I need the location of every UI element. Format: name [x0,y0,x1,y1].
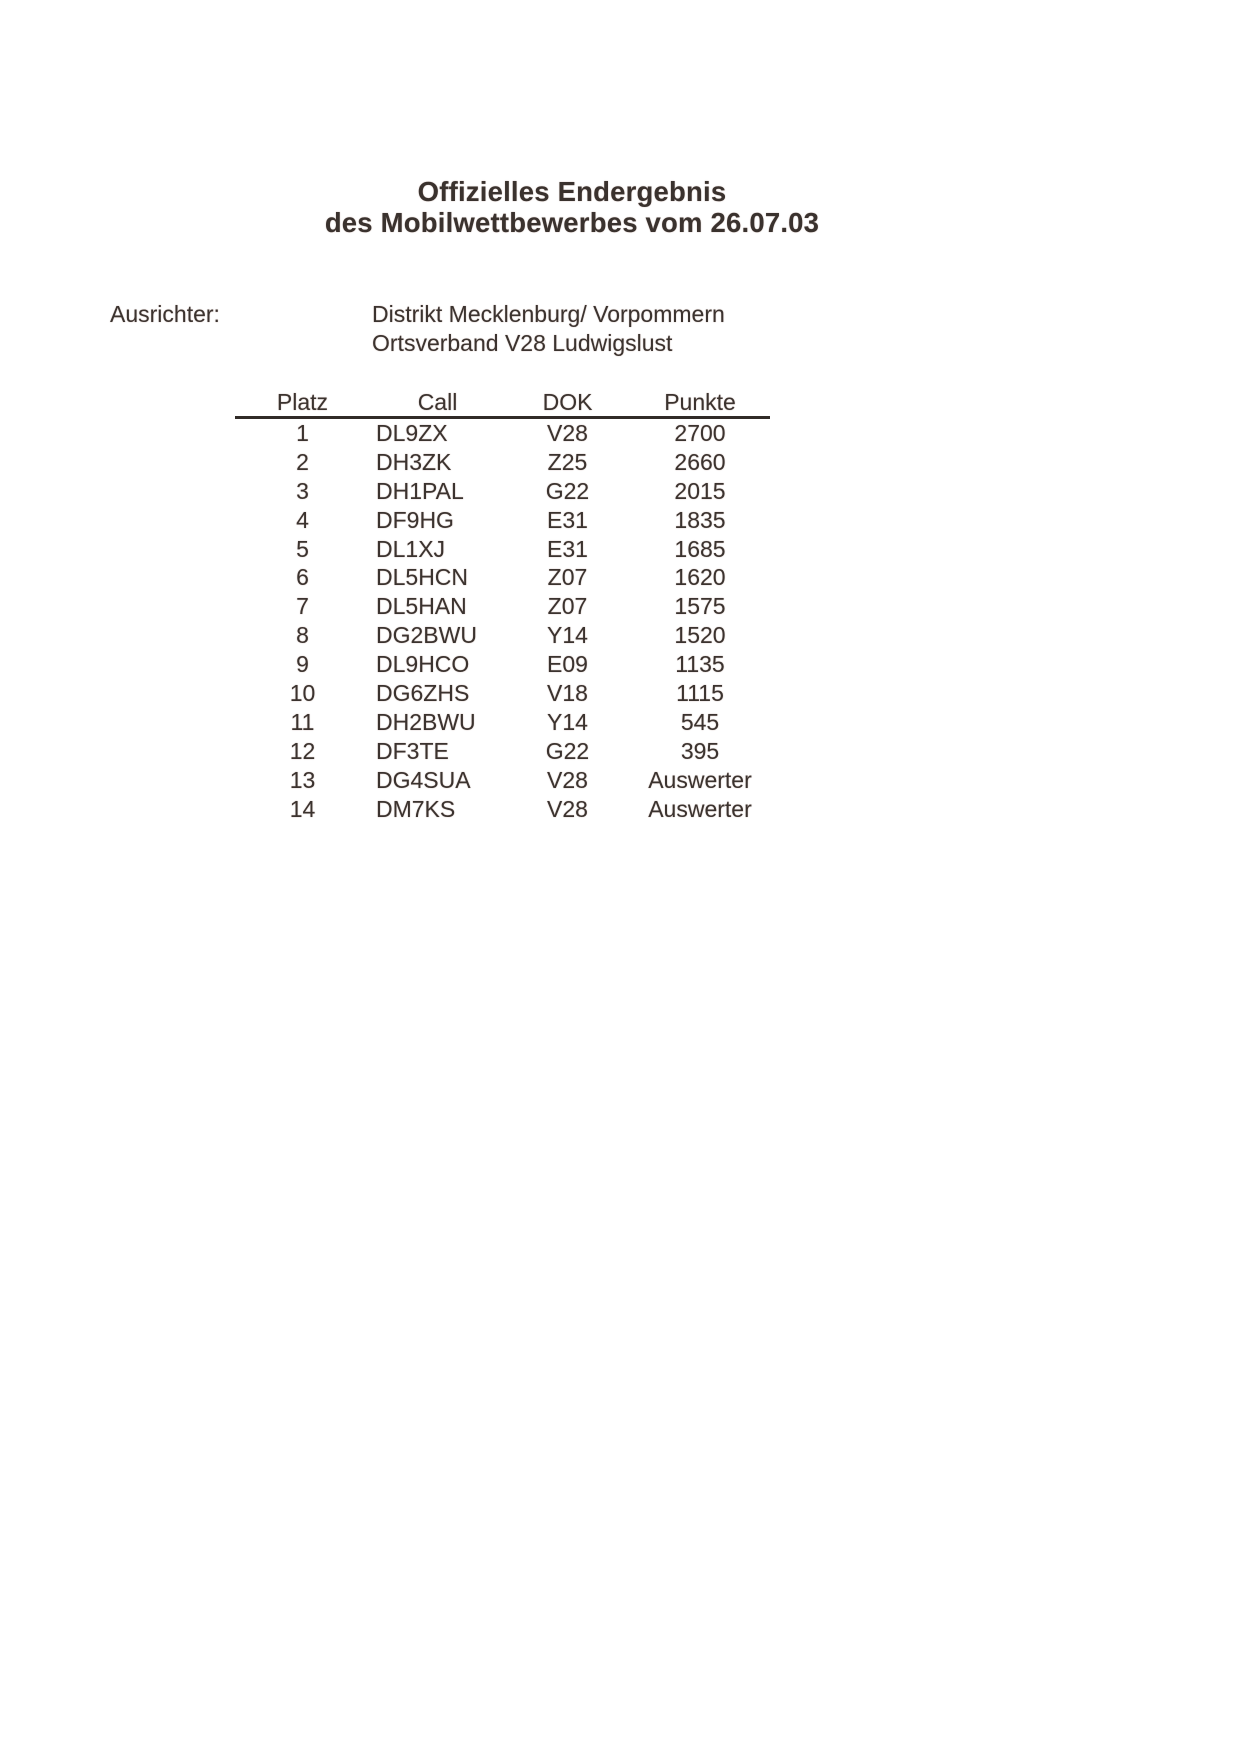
results-table [235,389,770,823]
table-row [235,477,770,506]
cell-dok: V28 [547,795,588,822]
table-row [235,563,770,592]
cell-platz: 9 [296,651,309,678]
cell-platz: 7 [296,593,309,620]
cell-platz: 6 [296,564,309,591]
cell-platz: 10 [289,679,316,706]
table-row [235,592,770,621]
cell-punkte: 1520 [674,622,726,649]
cell-punkte: 1620 [674,564,726,591]
cell-call: DF3TE [376,737,449,764]
organizer-label: Ausrichter: [110,301,220,327]
table-row [235,679,770,708]
table-body [235,419,770,823]
cell-platz: 11 [290,708,315,735]
cell-punkte: 1835 [674,506,726,533]
cell-punkte: 2660 [674,448,726,475]
cell-dok: Z25 [547,448,588,475]
document-title [172,177,972,238]
cell-call: DG4SUA [376,766,471,793]
cell-dok: E31 [547,535,588,562]
cell-punkte: Auswerter [648,795,752,822]
cell-dok: Y14 [547,708,588,735]
cell-dok: V28 [547,766,588,793]
cell-dok: G22 [545,737,590,764]
organizer-district: Distrikt Mecklenburg/ Vorpommern [372,301,725,327]
cell-call: DL5HCN [376,564,469,591]
document-title-line1: Offizielles Endergebnis [417,176,727,207]
cell-platz: 1 [296,419,309,446]
document-title-line2: des Mobilwettbewerbes vom 26.07.03 [324,206,820,238]
table-row [235,448,770,477]
table-row [235,766,770,795]
cell-punkte: 1115 [676,679,724,706]
cell-platz: 4 [296,506,309,533]
cell-call: DH2BWU [376,708,476,735]
cell-punkte: 1135 [675,651,725,678]
cell-call: DH1PAL [376,477,464,504]
column-header-dok: DOK [542,389,593,415]
cell-dok: E09 [547,651,588,678]
cell-platz: 13 [289,766,316,793]
cell-punkte: 395 [680,737,720,764]
table-row [235,621,770,650]
cell-call: DF9HG [376,506,454,533]
cell-punkte: 1685 [674,535,726,562]
table-row [235,535,770,564]
cell-call: DL1XJ [376,535,446,562]
cell-platz: 3 [296,477,309,504]
table-row [235,419,770,448]
cell-punkte: Auswerter [648,766,752,793]
cell-punkte: 2700 [674,419,726,446]
cell-dok: Y14 [547,622,588,649]
cell-call: DH3ZK [376,448,452,475]
column-header-call: Call [417,389,458,415]
cell-dok: G22 [545,477,590,504]
cell-dok: Z07 [547,564,588,591]
cell-punkte: 1575 [674,593,726,620]
table-header-row [235,389,770,416]
cell-call: DL9HCO [376,651,470,678]
cell-platz: 5 [296,535,309,562]
cell-punkte: 2015 [674,477,726,504]
cell-call: DG6ZHS [376,679,470,706]
cell-call: DL9ZX [376,419,448,446]
table-row [235,506,770,535]
cell-platz: 14 [289,795,316,822]
cell-dok: V28 [547,419,588,446]
cell-dok: E31 [547,506,588,533]
organizer-details [372,300,725,357]
cell-dok: V18 [547,679,588,706]
cell-call: DM7KS [376,795,456,822]
table-row [235,708,770,737]
cell-platz: 12 [289,737,316,764]
cell-call: DG2BWU [376,622,477,649]
table-row [235,795,770,824]
cell-dok: Z07 [547,593,588,620]
cell-punkte: 545 [680,708,720,735]
cell-call: DL5HAN [376,593,467,620]
cell-platz: 2 [296,448,309,475]
column-header-punkte: Punkte [664,389,736,415]
column-header-platz: Platz [276,389,329,415]
cell-platz: 8 [296,622,309,649]
table-row [235,737,770,766]
organizer-local-club: Ortsverband V28 Ludwigslust [372,329,673,356]
table-row [235,650,770,679]
